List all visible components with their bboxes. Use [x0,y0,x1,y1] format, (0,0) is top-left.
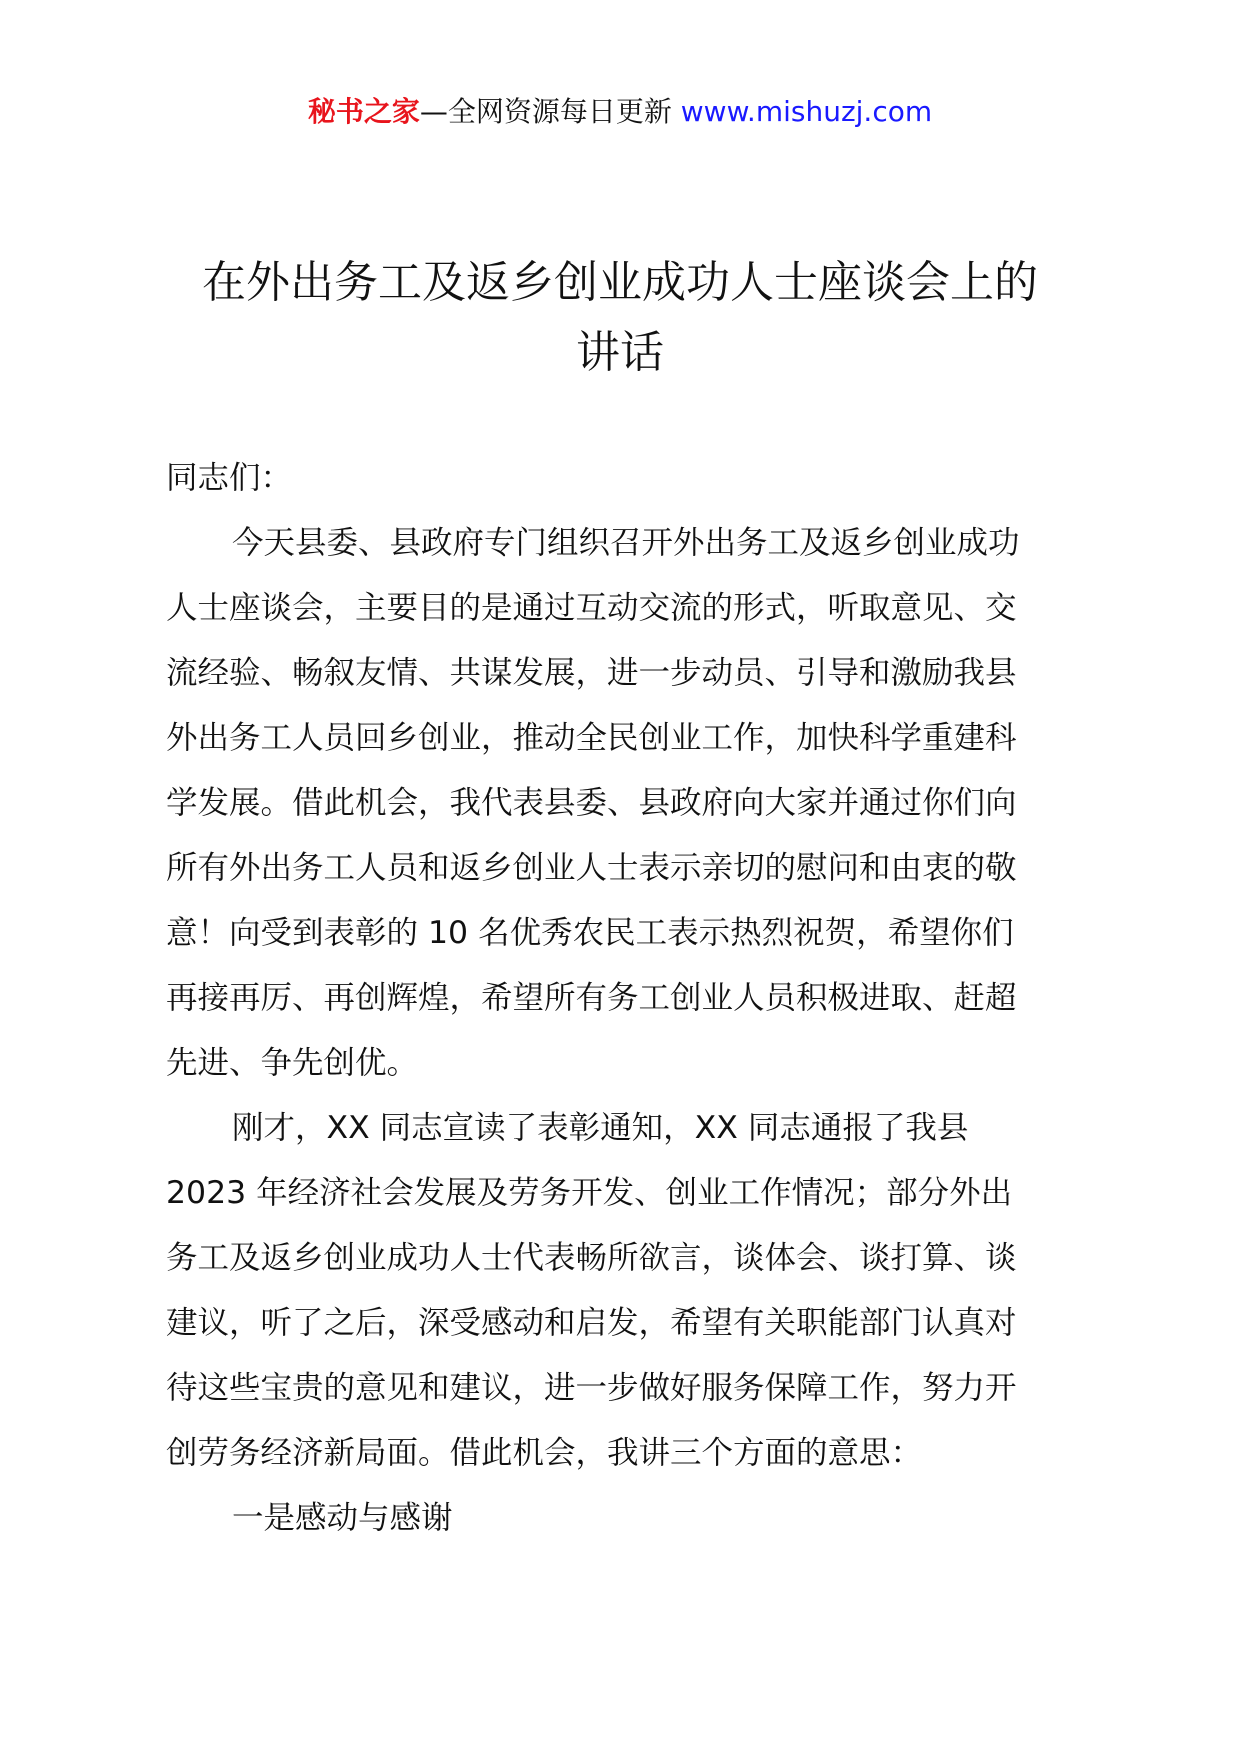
site-url-link[interactable]: www.mishuzj.com [680,95,933,128]
paragraph-1-line: 所有外出务工人员和返乡创业人士表示亲切的慰问和由衷的敬 [166,850,1017,886]
paragraph-1-line: 意！向受到表彰的 10 名优秀农民工表示热烈祝贺，希望你们 [166,915,1014,951]
paragraph-1-line: 再接再厉、再创辉煌，希望所有务工创业人员积极进取、赶超 [166,980,1017,1016]
paragraph-1-line: 外出务工人员回乡创业，推动全民创业工作，加快科学重建科 [166,720,1017,756]
header-tagline: —全网资源每日更新 [419,95,681,128]
paragraph-2-line: 2023 年经济社会发展及劳务开发、创业工作情况；部分外出 [166,1175,1013,1211]
paragraph-1-line: 流经验、畅叙友情、共谋发展，进一步动员、引导和激励我县 [166,655,1017,691]
section-heading: 一是感动与感谢 [232,1500,453,1536]
paragraph-1-line: 今天县委、县政府专门组织召开外出务工及返乡创业成功 [232,525,1020,561]
paragraph-2-line: 待这些宝贵的意见和建议，进一步做好服务保障工作，努力开 [166,1370,1017,1406]
site-header [0,92,1240,132]
salutation: 同志们： [166,460,293,496]
paragraph-1-line: 学发展。借此机会，我代表县委、县政府向大家并通过你们向 [166,785,1017,821]
paragraph-2-line: 创劳务经济新局面。借此机会，我讲三个方面的意思： [166,1435,923,1471]
paragraph-2-line: 建议，听了之后，深受感动和启发，希望有关职能部门认真对 [166,1305,1017,1341]
title-line-2: 讲话 [576,327,664,378]
document-title [100,248,1140,388]
paragraph-2-line: 务工及返乡创业成功人士代表畅所欲言，谈体会、谈打算、谈 [166,1240,1017,1276]
paragraph-2-line: 刚才，XX 同志宣读了表彰通知，XX 同志通报了我县 [232,1110,969,1146]
paragraph-1-line: 人士座谈会，主要目的是通过互动交流的形式，听取意见、交 [166,590,1017,626]
document-body [166,446,1076,1551]
title-line-1: 在外出务工及返乡创业成功人士座谈会上的 [202,257,1038,308]
brand-name: 秘书之家 [307,95,420,128]
paragraph-1-line: 先进、争先创优。 [166,1045,419,1081]
